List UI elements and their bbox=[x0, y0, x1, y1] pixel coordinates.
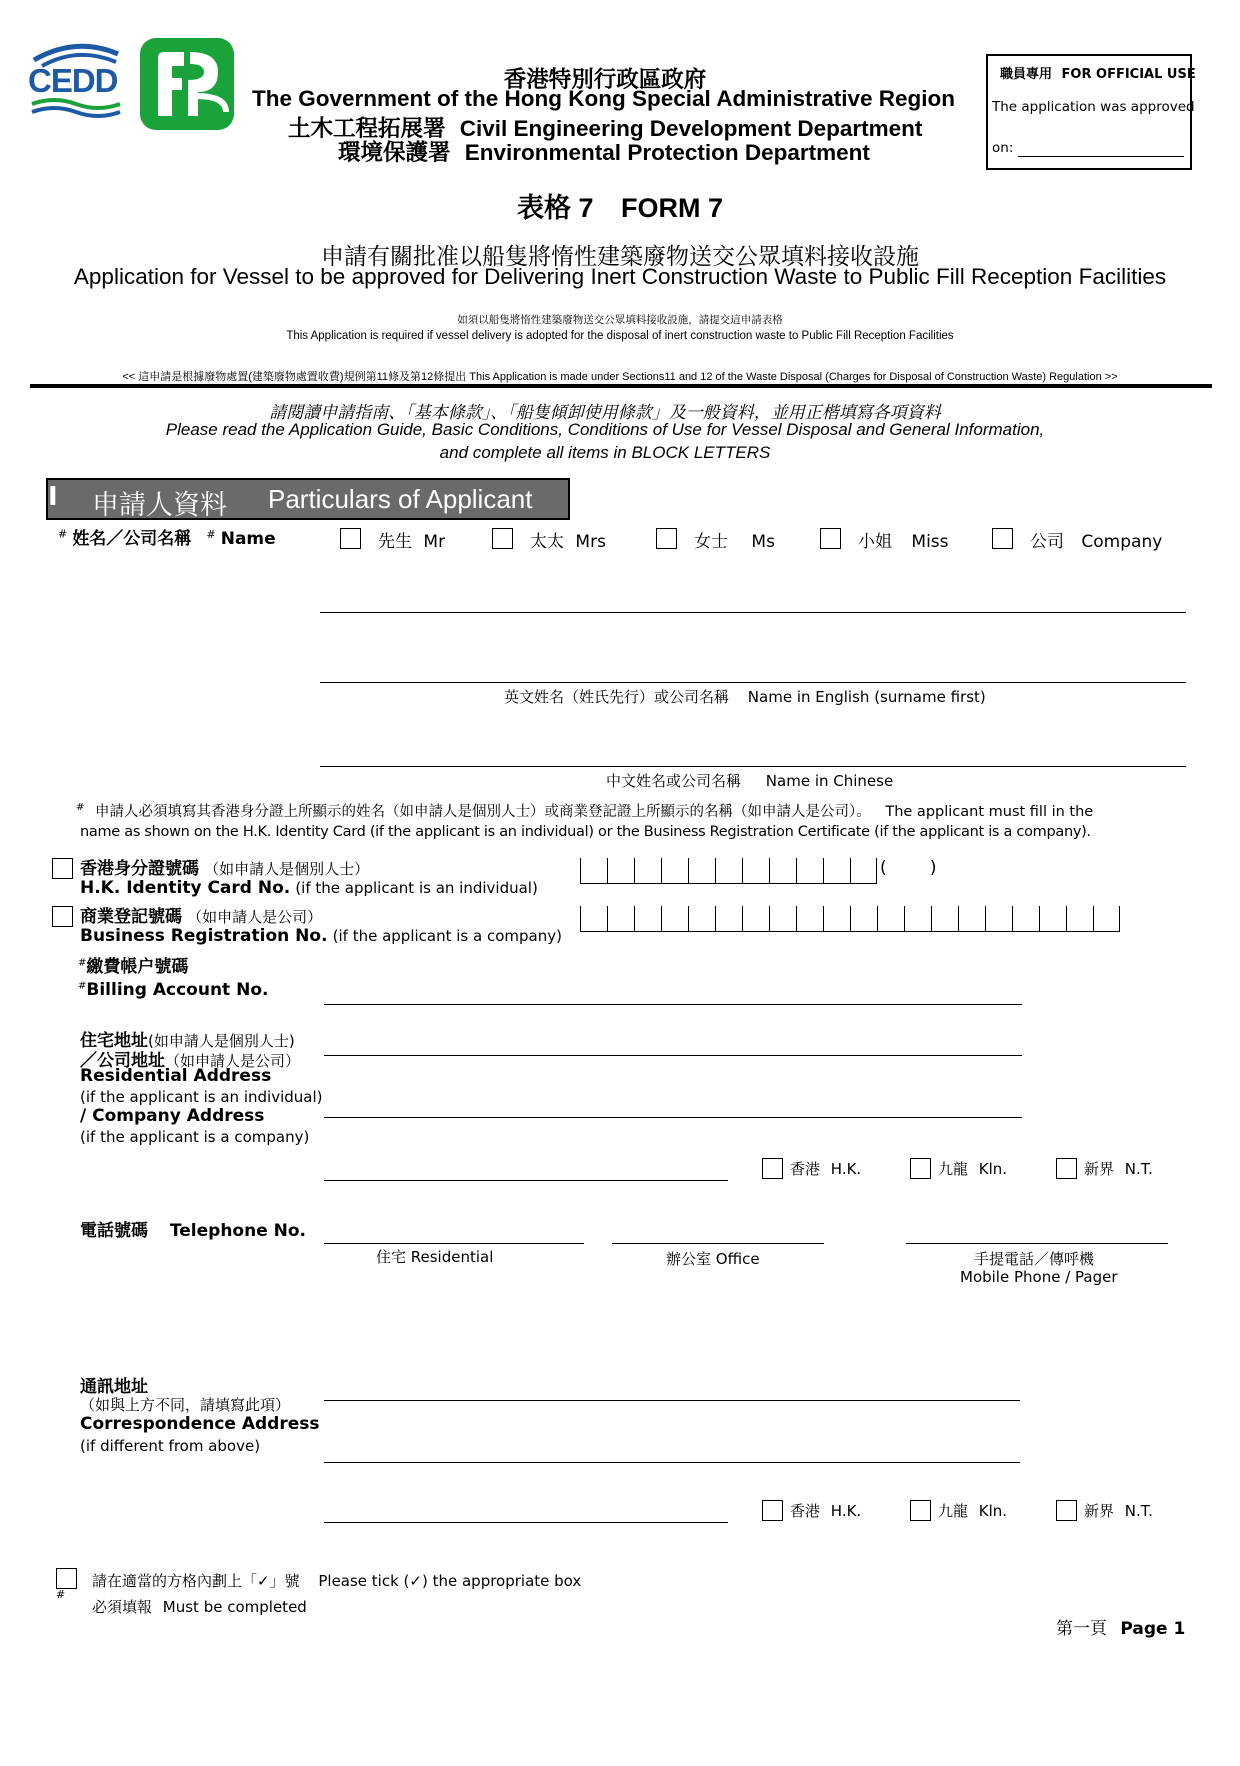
corr-label-en: Correspondence Address bbox=[80, 1414, 320, 1434]
address-line-1[interactable] bbox=[324, 1055, 1022, 1056]
title-option-mr-zh: 先生 bbox=[378, 532, 412, 552]
corr-region-checkbox-nt[interactable] bbox=[1056, 1500, 1077, 1521]
hkid-label-en-note: (if the applicant is an individual) bbox=[295, 879, 538, 897]
instruction-zh: 請閱讀申請指南、「基本條款」、「船隻傾卸使用條款」及一般資料，並用正楷填寫各項資料 bbox=[269, 403, 941, 423]
address-line-3[interactable] bbox=[324, 1180, 728, 1181]
header-cedd-en: Civil Engineering Development Department bbox=[459, 116, 923, 141]
corr-label-zh-note: （如與上方不同，請填寫此項） bbox=[80, 1396, 291, 1414]
official-use-approved: The application was approved bbox=[992, 99, 1195, 115]
address-region-checkbox-hk[interactable] bbox=[762, 1158, 783, 1179]
corr-region-hk-en: H.K. bbox=[830, 1502, 862, 1520]
billing-account-line[interactable] bbox=[324, 1004, 1022, 1005]
address-region-checkbox-nt[interactable] bbox=[1056, 1158, 1077, 1179]
telephone-label-en: Telephone No. bbox=[169, 1221, 307, 1241]
name-note-hash: # bbox=[76, 802, 85, 814]
official-use-title bbox=[1000, 63, 1196, 82]
telephone-mobile-line[interactable] bbox=[906, 1243, 1168, 1244]
header-epd-zh: 環境保護署 bbox=[338, 140, 451, 165]
hkid-label-en bbox=[80, 878, 538, 898]
legend-must-zh: 必須填報 bbox=[92, 1598, 153, 1616]
corr-label-zh: 通訊地址 bbox=[80, 1377, 148, 1397]
form-regulation: << 這申請是根據廢物處置(建築廢物處置收費)規例第11條及第12條提出 This Application is made under Sections11 and 12 of the Waste Disposal (Charges for Disposal of Construction Waste) Regulation >> bbox=[122, 371, 1118, 383]
header-gov-en: The Government of the Hong Kong Special Administrative Region bbox=[252, 86, 955, 111]
address-region-nt-en: N.T. bbox=[1124, 1160, 1153, 1178]
billing-label-zh bbox=[78, 952, 188, 977]
legend-tick-zh: 請在適當的方格內劃上「✓」號 bbox=[92, 1572, 300, 1590]
page-number-en: Page 1 bbox=[1120, 1619, 1186, 1639]
address-label-en-2-note: (if the applicant is a company) bbox=[80, 1128, 310, 1146]
name-chinese-caption-zh: 中文姓名或公司名稱 bbox=[606, 772, 742, 790]
header-epd-en: Environmental Protection Department bbox=[464, 140, 870, 165]
legend-must-en: Must be completed bbox=[162, 1598, 307, 1616]
legend-must-hash: # bbox=[56, 1588, 66, 1601]
legend-tick-box bbox=[56, 1568, 77, 1589]
br-label-zh bbox=[80, 902, 322, 927]
title-option-miss bbox=[858, 527, 949, 552]
form-number-zh: 表格 7 bbox=[516, 193, 594, 223]
br-label-en-note: (if the applicant is a company) bbox=[332, 927, 562, 945]
form-note-zh: 如須以船隻將惰性建築廢物送交公眾填料接收設施，請提交這申請表格 bbox=[457, 314, 783, 326]
instruction-en-1: Please read the Application Guide, Basic Conditions, Conditions of Use for Vessel Disposal and General Information, bbox=[165, 420, 1045, 439]
address-region-hk-en: H.K. bbox=[830, 1160, 862, 1178]
corr-region-nt-zh: 新界 bbox=[1084, 1502, 1115, 1520]
legend-must bbox=[92, 1596, 307, 1617]
title-option-miss-zh: 小姐 bbox=[858, 532, 892, 552]
br-input-boxes[interactable] bbox=[580, 906, 1120, 932]
title-option-mrs-zh: 太太 bbox=[530, 532, 564, 552]
billing-hash-2: # bbox=[78, 980, 87, 992]
name-note-line1 bbox=[76, 800, 1093, 821]
corr-address-line-2[interactable] bbox=[324, 1462, 1020, 1463]
corr-region-kln bbox=[938, 1500, 1007, 1521]
corr-region-kln-en: Kln. bbox=[978, 1502, 1008, 1520]
official-use-date-line[interactable] bbox=[1018, 156, 1184, 157]
official-use-on-label: on: bbox=[992, 140, 1014, 156]
title-option-company-en: Company bbox=[1081, 532, 1163, 552]
hkid-label-zh bbox=[80, 854, 369, 879]
telephone-mobile-caption-zh: 手提電話／傳呼機 bbox=[974, 1250, 1095, 1268]
header-epd bbox=[338, 135, 870, 167]
telephone-office-caption: 辦公室 Office bbox=[666, 1250, 760, 1268]
form-number bbox=[0, 186, 1240, 225]
page-number bbox=[1056, 1614, 1185, 1639]
title-checkbox-ms[interactable] bbox=[656, 528, 677, 549]
name-hash-2: # bbox=[206, 527, 216, 541]
header-cedd-zh: 土木工程拓展署 bbox=[288, 116, 446, 141]
official-use-title-en: FOR OFFICIAL USE bbox=[1061, 67, 1196, 82]
telephone-office-line[interactable] bbox=[612, 1243, 824, 1244]
hkid-checkbox[interactable] bbox=[52, 858, 73, 879]
billing-label-zh-main: 繳費帳户號碼 bbox=[86, 957, 189, 977]
name-note-zh: 申請人必須填寫其香港身分證上所顯示的姓名（如申請人是個別人士）或商業登記證上所顯示的名稱（如申請人是公司）。 bbox=[95, 804, 871, 820]
telephone-label bbox=[80, 1216, 306, 1241]
telephone-residential-line[interactable] bbox=[324, 1243, 584, 1244]
name-note-en-1: The applicant must fill in the bbox=[885, 804, 1094, 820]
name-english-caption-zh: 英文姓名（姓氏先行）或公司名稱 bbox=[504, 688, 730, 706]
address-region-nt-zh: 新界 bbox=[1084, 1160, 1115, 1178]
hkid-label-zh-main: 香港身分證號碼 bbox=[80, 859, 199, 879]
header-gov-zh: 香港特別行政區政府 bbox=[503, 67, 707, 92]
address-line-2[interactable] bbox=[324, 1117, 1022, 1118]
form-number-en: FORM 7 bbox=[621, 193, 724, 223]
telephone-mobile-caption-en: Mobile Phone / Pager bbox=[960, 1268, 1118, 1286]
telephone-label-zh: 電話號碼 bbox=[80, 1221, 148, 1241]
corr-label-en-note: (if different from above) bbox=[80, 1437, 261, 1455]
form-title-zh: 申請有關批准以船隻將惰性建築廢物送交公眾填料接收設施 bbox=[321, 244, 919, 270]
corr-region-checkbox-kln[interactable] bbox=[910, 1500, 931, 1521]
corr-region-kln-zh: 九龍 bbox=[938, 1502, 969, 1520]
instruction-en-2: and complete all items in BLOCK LETTERS bbox=[439, 443, 771, 462]
title-option-ms bbox=[694, 527, 775, 552]
name-english-caption-en: Name in English (surname first) bbox=[747, 688, 986, 706]
address-region-hk bbox=[790, 1158, 861, 1179]
title-checkbox-company[interactable] bbox=[992, 528, 1013, 549]
title-option-company bbox=[1030, 527, 1162, 552]
title-option-ms-zh: 女士 bbox=[694, 532, 728, 552]
legend-tick bbox=[92, 1570, 581, 1591]
address-region-kln bbox=[938, 1158, 1007, 1179]
title-option-company-zh: 公司 bbox=[1030, 532, 1064, 552]
legend-tick-en: Please tick (✓) the appropriate box bbox=[318, 1572, 582, 1590]
corr-region-checkbox-hk[interactable] bbox=[762, 1500, 783, 1521]
address-region-kln-en: Kln. bbox=[978, 1160, 1008, 1178]
corr-address-line-1[interactable] bbox=[324, 1400, 1020, 1401]
address-region-checkbox-kln[interactable] bbox=[910, 1158, 931, 1179]
hkid-label-en-main: H.K. Identity Card No. bbox=[80, 878, 291, 898]
name-chinese-caption bbox=[606, 770, 893, 791]
title-option-mr bbox=[378, 527, 445, 552]
address-label-en-2: / Company Address bbox=[80, 1106, 265, 1126]
title-option-mrs bbox=[530, 527, 606, 552]
address-label-en-1-note: (if the applicant is an individual) bbox=[80, 1088, 323, 1106]
name-hash-1: # bbox=[58, 527, 68, 541]
header-rule bbox=[30, 384, 1212, 388]
official-use-box bbox=[986, 54, 1196, 170]
title-checkbox-mr[interactable] bbox=[340, 528, 361, 549]
section-title-zh: 申請人資料 bbox=[92, 490, 227, 521]
corr-region-nt bbox=[1084, 1500, 1153, 1521]
title-checkbox-mrs[interactable] bbox=[492, 528, 513, 549]
name-english-line-1[interactable] bbox=[320, 612, 1186, 613]
name-chinese-caption-en: Name in Chinese bbox=[765, 772, 894, 790]
form-title-en: Application for Vessel to be approved for Delivering Inert Construction Waste to Public Fill Reception Facilities bbox=[73, 264, 1167, 289]
billing-label-en-main: Billing Account No. bbox=[86, 980, 269, 1000]
br-checkbox[interactable] bbox=[52, 906, 73, 927]
hkid-input-boxes[interactable] bbox=[580, 858, 877, 884]
name-label-en: Name bbox=[220, 529, 276, 549]
title-option-mrs-en: Mrs bbox=[575, 532, 606, 552]
br-label-en bbox=[80, 926, 562, 946]
address-region-kln-zh: 九龍 bbox=[938, 1160, 969, 1178]
title-option-ms-en: Ms bbox=[751, 532, 775, 552]
name-english-caption bbox=[504, 686, 986, 707]
name-english-line-2[interactable] bbox=[320, 682, 1186, 683]
hkid-check-digit[interactable]: ( ) bbox=[880, 858, 937, 878]
corr-address-line-3[interactable] bbox=[324, 1522, 728, 1523]
section-title-en: Particulars of Applicant bbox=[268, 484, 533, 514]
form-note-en: This Application is required if vessel delivery is adopted for the disposal of inert construction waste to Public Fill Reception Facilities bbox=[286, 330, 954, 342]
title-checkbox-miss[interactable] bbox=[820, 528, 841, 549]
address-label-en-1: Residential Address bbox=[80, 1066, 272, 1086]
address-region-nt bbox=[1084, 1158, 1153, 1179]
address-label-zh-1-note: (如申請人是個別人士) bbox=[148, 1032, 295, 1050]
address-label-zh-2-main: ／公司地址 bbox=[80, 1051, 165, 1071]
corr-region-nt-en: N.T. bbox=[1124, 1502, 1153, 1520]
title-option-miss-en: Miss bbox=[911, 532, 949, 552]
br-label-zh-main: 商業登記號碼 bbox=[80, 907, 182, 927]
corr-region-hk-zh: 香港 bbox=[790, 1502, 821, 1520]
section-header bbox=[46, 478, 570, 520]
official-use-title-zh: 職員專用 bbox=[1000, 67, 1053, 82]
name-label-zh: 姓名／公司名稱 bbox=[72, 529, 192, 549]
name-note-en-2: name as shown on the H.K. Identity Card (if the applicant is an individual) or the Business Registration Certificate (if the applicant is a company). bbox=[80, 824, 1091, 840]
name-label bbox=[58, 524, 276, 549]
hkid-label-zh-note: （如申請人是個別人士） bbox=[204, 860, 370, 878]
name-chinese-line[interactable] bbox=[320, 766, 1186, 767]
address-label-zh-1-main: 住宅地址 bbox=[80, 1031, 148, 1051]
address-region-hk-zh: 香港 bbox=[790, 1160, 821, 1178]
section-numeral: I bbox=[48, 482, 58, 512]
telephone-residential-caption: 住宅 Residential bbox=[376, 1248, 494, 1266]
corr-region-hk bbox=[790, 1500, 861, 1521]
billing-label-en bbox=[78, 980, 268, 1000]
address-label-zh-2-note: （如申請人是公司） bbox=[165, 1052, 301, 1070]
page-number-zh: 第一頁 bbox=[1056, 1619, 1107, 1639]
br-label-zh-note: （如申請人是公司） bbox=[187, 908, 323, 926]
billing-hash-1: # bbox=[78, 957, 87, 969]
cedd-logo-text: CEDD bbox=[28, 62, 118, 99]
title-option-mr-en: Mr bbox=[423, 532, 446, 552]
br-label-en-main: Business Registration No. bbox=[80, 926, 328, 946]
